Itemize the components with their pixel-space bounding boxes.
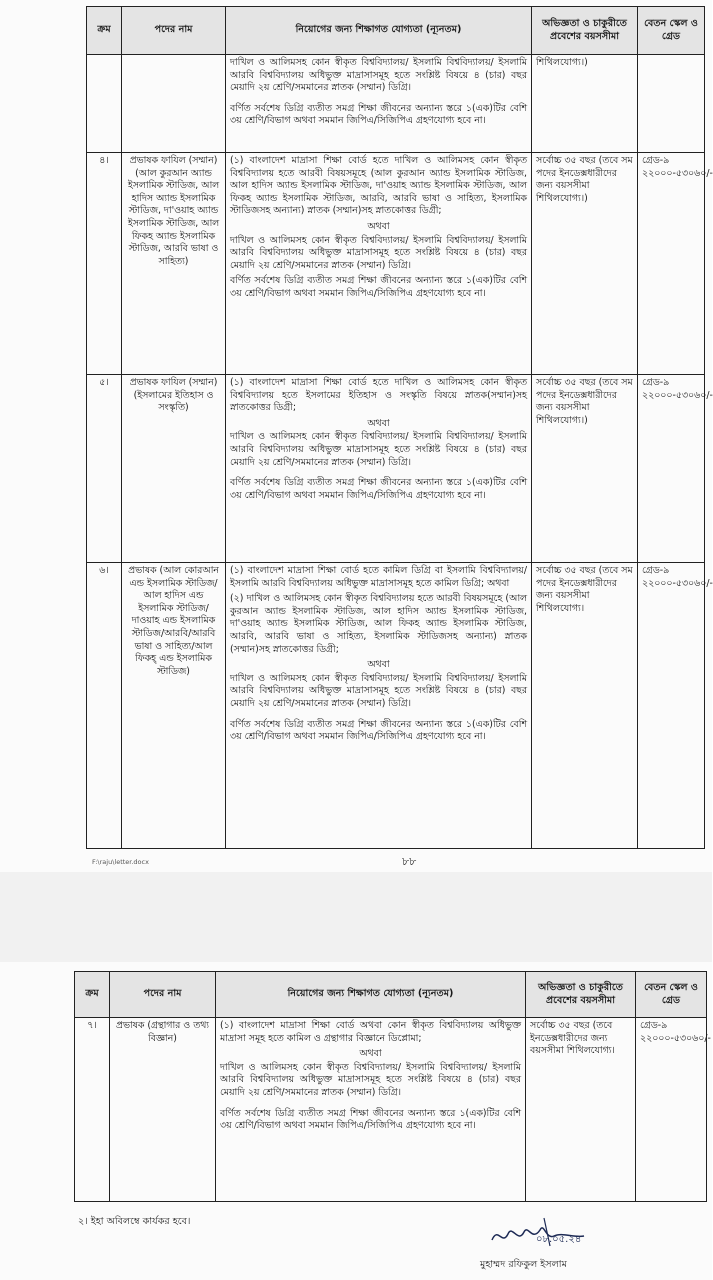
qualification-cell: (১) বাংলাদেশ মাদ্রাসা শিক্ষা বোর্ড অথবা কোন স্বীকৃত বিশ্ববিদ্যালয় অধিভুক্ত মাদ্রাসা সমূহ হতে কামিল ও গ্রন্থাগার বিজ্ঞানে ডিপ্লোমা; অথবা দাখিল ও আলিমসহ কোন স্বীকৃত বিশ্ববিদ্যালয়/ ইসলামি বিশ্ববিদ্যালয়/ ইসলামি আরবি বিশ্ববিদ্যালয় অধিভুক্ত মাদ্রাসাসমূহ হতে সংশ্লিষ্ট বিষয়ে ৪ (চার) বছর মেয়াদি ২য় শ্রেণি/সমমানের স্নাতক (সম্মান) ডিগ্রি। বর্ণিত সর্বশেষ ডিগ্রি ব্যতীত সমগ্র শিক্ষা জীবনের অন্যান্য স্তরে ১(এক)টির বেশি ৩য় শ্রেণি/বিভাগ অথবা সমমান জিপিএ/সিজিপিএ গ্রহণযোগ্য হবে না। xyxy=(216,1018,526,1202)
header-qualification: নিয়োগের জন্য শিক্ষাগত যোগ্যতা (ন্যূনতম) xyxy=(226,7,532,55)
pay-scale-cell: গ্রেড-৯ ২২০০০-৫৩০৬০/- xyxy=(636,1018,707,1202)
qualification-cell: (১) বাংলাদেশ মাদ্রাসা শিক্ষা বোর্ড হতে দাখিল ও আলিমসহ কোন স্বীকৃত বিশ্ববিদ্যালয় হতে আরবী বিষয়সমূহে (আল কুরআন অ্যান্ড ইসলামিক স্টাডিজ, আল হাদিস অ্যান্ড ইসলামিক স্টাডিজ, দা'ওয়াহ অ্যান্ড ইসলামিক স্টাডিজ, আল ফিকহ অ্যান্ড ইসলামিক স্টাডিজ, আরবি, আরবি ভাষা ও সাহিত্য, ইসলামিক স্টাডিজসহ অন্যান্য) স্নাতক (সম্মান)সহ স্নাতকোত্তর ডিগ্রী; অথবা দাখিল ও আলিমসহ কোন স্বীকৃত বিশ্ববিদ্যালয়/ ইসলামি বিশ্ববিদ্যালয়/ ইসলামি আরবি বিশ্ববিদ্যালয় অধিভুক্ত মাদ্রাসাসমূহ হতে সংশ্লিষ্ট বিষয়ে ৪ (চার) বছর মেয়াদি ২য় শ্রেণি/সমমানের স্নাতক (সম্মান) ডিগ্রি। বর্ণিত সর্বশেষ ডিগ্রি ব্যতীত সমগ্র শিক্ষা জীবনের অন্যান্য স্তরে ১(এক)টির বেশি ৩য় শ্রেণি/বিভাগ অথবা সমমান জিপিএ/সিজিপিএ গ্রহণযোগ্য হবে না। xyxy=(226,153,532,375)
qualification-cell: (১) বাংলাদেশ মাদ্রাসা শিক্ষা বোর্ড হতে দাখিল ও আলিমসহ কোন স্বীকৃত বিশ্ববিদ্যালয় হতে ইসলামের ইতিহাস ও সংস্কৃতি বিষয়ে স্নাতক(সম্মান)সহ স্নাতকোত্তর ডিগ্রী; অথবা দাখিল ও আলিমসহ কোন স্বীকৃত বিশ্ববিদ্যালয়/ ইসলামি বিশ্ববিদ্যালয়/ ইসলামি আরবি বিশ্ববিদ্যালয় অধিভুক্ত মাদ্রাসাসমূহ হতে সংশ্লিষ্ট বিষয়ে ৪ (চার) বছর মেয়াদি ২য় শ্রেণি/সমমানের স্নাতক (সম্মান) ডিগ্রি। বর্ণিত সর্বশেষ ডিগ্রি ব্যতীত সমগ্র শিক্ষা জীবনের অন্যান্য স্তরে ১(এক)টির বেশি ৩য় শ্রেণি/বিভাগ অথবা সমমান জিপিএ/সিজিপিএ গ্রহণযোগ্য হবে না। xyxy=(226,375,532,563)
closing-note: ২। ইহা অবিলম্বে কার্যকর হবে। xyxy=(78,1216,191,1227)
pay-scale-cell: গ্রেড-৯ ২২০০০-৫৩০৬০/- xyxy=(638,153,705,375)
header-post-name: পদের নাম xyxy=(110,972,216,1018)
qualification-table-1 xyxy=(86,6,713,849)
file-path-footer: F:\raju\letter.docx xyxy=(92,858,149,866)
page-gap xyxy=(0,872,712,962)
serial-cell: ৫। xyxy=(87,375,122,563)
header-age-limit: অভিজ্ঞতা ও চাকুরীতে প্রবেশের বয়সসীমা xyxy=(526,972,636,1018)
signatory-name: মুহাম্মদ রফিকুল ইসলাম xyxy=(480,1259,567,1270)
serial-cell: ৪। xyxy=(87,153,122,375)
table-row-5 xyxy=(87,375,705,563)
table-row-continued xyxy=(87,55,705,153)
qualification-cell: (১) বাংলাদেশ মাদ্রাসা শিক্ষা বোর্ড হতে কামিল ডিগ্রি বা ইসলামি বিশ্ববিদ্যালয়/ইসলামি আরবি বিশ্ববিদ্যালয় অধিভুক্ত মাদ্রাসাসমূহ হতে কামিল ডিগ্রি; অথবা (২) দাখিল ও আলিমসহ কোন স্বীকৃত বিশ্ববিদ্যালয় হতে আরবী বিষয়সমূহে (আল কুরআন অ্যান্ড ইসলামিক স্টাডিজ, আল হাদিস অ্যান্ড ইসলামিক স্টাডিজ, দা'ওয়াহ অ্যান্ড ইসলামিক স্টাডিজ, আল ফিকহ অ্যান্ড ইসলামিক স্টাডিজ, আরবি, আরবি ভাষা ও সাহিত্য, ইসলামিক স্টাডিজসহ অন্যান্য) স্নাতক (সম্মান)সহ স্নাতকোত্তর ডিগ্রী; অথবা দাখিল ও আলিমসহ কোন স্বীকৃত বিশ্ববিদ্যালয়/ ইসলামি বিশ্ববিদ্যালয়/ ইসলামি আরবি বিশ্ববিদ্যালয় অধিভুক্ত মাদ্রাসাসমূহ হতে সংশ্লিষ্ট বিষয়ে ৪ (চার) বছর মেয়াদি ২য় শ্রেণি/সমমানের স্নাতক (সম্মান) ডিগ্রি। বর্ণিত সর্বশেষ ডিগ্রি ব্যতীত সমগ্র শিক্ষা জীবনের অন্যান্য স্তরে ১(এক)টির বেশি ৩য় শ্রেণি/বিভাগ অথবা সমমান জিপিএ/সিজিপিএ গ্রহণযোগ্য হবে না। xyxy=(226,563,532,849)
header-pay-scale: বেতন স্কেল ও গ্রেড xyxy=(638,7,705,55)
age-cell: শিথিলযোগ্য।) xyxy=(532,55,638,153)
pay-scale-cell: গ্রেড-৯ ২২০০০-৫৩০৬০/- xyxy=(638,563,705,849)
header-serial: ক্রম xyxy=(87,7,122,55)
age-cell: সর্বোচ্চ ৩৫ বছর (তবে সম পদের ইনডেক্সধারীদের জন্য বয়সসীমা শিথিলযোগ্য।) xyxy=(532,153,638,375)
serial-cell: ৬। xyxy=(87,563,122,849)
signature-date: ০৮.০৫.২৪ xyxy=(536,1234,582,1245)
header-pay-scale: বেতন স্কেল ও গ্রেড xyxy=(636,972,707,1018)
age-cell: সর্বোচ্চ ৩৫ বছর (তবে সম পদের ইনডেক্সধারীদের জন্য বয়সসীমা শিথিলযোগ্য। xyxy=(532,563,638,849)
table-header-row xyxy=(75,972,707,1018)
age-cell: সর্বোচ্চ ৩৫ বছর (তবে সম পদের ইনডেক্সধারীদের জন্য বয়সসীমা শিথিলযোগ্য।) xyxy=(532,375,638,563)
table-header-row xyxy=(87,7,705,55)
header-serial: ক্রম xyxy=(75,972,110,1018)
header-post-name: পদের নাম xyxy=(122,7,226,55)
page-number: ৮৮ xyxy=(402,855,417,868)
post-name-cell: প্রভাষক ফাযিল (সম্মান) (ইসলামের ইতিহাস ও সংস্কৃতি) xyxy=(122,375,226,563)
table-row-4 xyxy=(87,153,705,375)
table-row-6 xyxy=(87,563,705,849)
qualification-table-2 xyxy=(74,971,711,1202)
post-name-cell: প্রভাষক (আল কোরআন এন্ড ইসলামিক স্টাডিজ/আল হাদিস এন্ড ইসলামিক স্টাডিজ/দাওয়াহ এন্ড ইসলামিক স্টাডিজ/আরবি/আরবি ভাষা ও সাহিত্য/আল ফিকহ্ এন্ড ইসলামিক স্টাডিজ) xyxy=(122,563,226,849)
serial-cell: ৭। xyxy=(75,1018,110,1202)
header-qualification: নিয়োগের জন্য শিক্ষাগত যোগ্যতা (ন্যূনতম) xyxy=(216,972,526,1018)
pay-scale-cell: গ্রেড-৯ ২২০০০-৫৩০৬০/- xyxy=(638,375,705,563)
table-row-7 xyxy=(75,1018,707,1202)
header-age-limit: অভিজ্ঞতা ও চাকুরীতে প্রবেশের বয়সসীমা xyxy=(532,7,638,55)
age-cell: সর্বোচ্চ ৩৫ বছর (তবে ইনডেক্সধারীদের জন্য বয়সসীমা শিথিলযোগ্য। xyxy=(526,1018,636,1202)
post-name-cell: প্রভাষক ফাযিল (সম্মান) (আল কুরআন অ্যান্ড ইসলামিক স্টাডিজ, আল হাদিস অ্যান্ড ইসলামিক স্টাডিজ, দা'ওয়াহ অ্যান্ড ইসলামিক স্টাডিজ, আল ফিকহ অ্যান্ড ইসলামিক স্টাডিজ, আরবি ভাষা ও সাহিত্য) xyxy=(122,153,226,375)
post-name-cell: প্রভাষক (গ্রন্থাগার ও তথ্য বিজ্ঞান) xyxy=(110,1018,216,1202)
qualification-cell: দাখিল ও আলিমসহ কোন স্বীকৃত বিশ্ববিদ্যালয়/ ইসলামি বিশ্ববিদ্যালয়/ ইসলামি আরবি বিশ্ববিদ্যালয় অধিভুক্ত মাদ্রাসাসমূহ হতে সংশ্লিষ্ট বিষয়ে ৪ (চার) বছর মেয়াদি ২য় শ্রেণি/সমমানের স্নাতক (সম্মান) ডিগ্রি। বর্ণিত সর্বশেষ ডিগ্রি ব্যতীত সমগ্র শিক্ষা জীবনের অন্যান্য স্তরে ১(এক)টির বেশি ৩য় শ্রেণি/বিভাগ অথবা সমমান জিপিএ/সিজিপিএ গ্রহণযোগ্য হবে না। xyxy=(226,55,532,153)
